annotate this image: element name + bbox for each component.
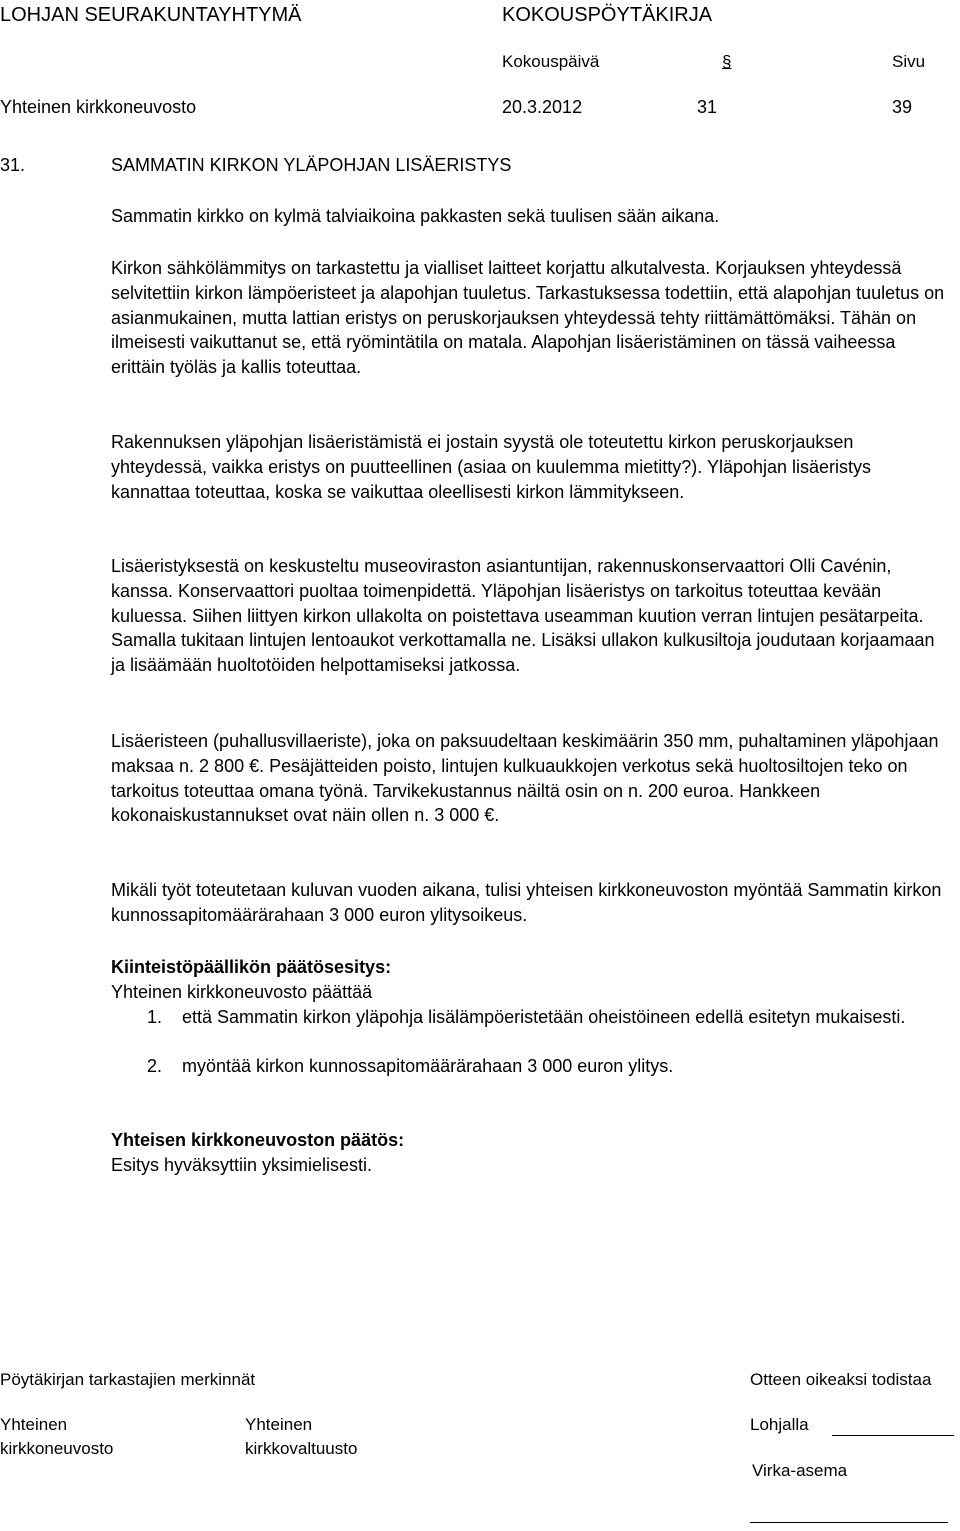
section-marker: § [722,52,732,71]
place-signature-line [832,1435,954,1436]
proposal-heading: Kiinteistöpäällikön päätösesitys: [111,957,392,977]
meeting-date: 20.3.2012 [502,97,583,117]
paragraph-2: Kirkon sähkölämmitys on tarkastettu ja vialliset laitteet korjattu alkutalvesta. Korjauksen yhteydessä selvitettiin kirkon lämpöeristeet ja alapohjan tuuletus. Tarkastuksessa todettiin, että alapohjan tuuletus on asianmukainen, mutta lattian eristys on peruskorjauksen yhteydessä tehty riittämättömäksi. Tähän on ilmeisesti vaikuttanut se, että ryömintätila on matala. Alapohjan lisäeristäminen on tässä vaiheessa erittäin työläs ja kallis toteuttaa. [111,258,945,378]
section-title: SAMMATIN KIRKON YLÄPOHJAN LISÄERISTYS [111,155,512,175]
position-label: Virka-asema [752,1461,848,1480]
signature-col1-line1: Yhteinen [0,1415,68,1434]
place-label: Lohjalla [750,1415,809,1434]
certified-label: Otteen oikeaksi todistaa [750,1370,932,1389]
paragraph-6: Mikäli työt toteutetaan kuluvan vuoden aikana, tulisi yhteisen kirkkoneuvoston myöntää Sammatin kirkon kunnossapitomäärärahaan 3 000 euron ylitysoikeus. [111,880,942,925]
reviewers-label: Pöytäkirjan tarkastajien merkinnät [0,1370,256,1389]
proposal-item-2-number: 2. [147,1056,163,1076]
signature-col2-line1: Yhteinen [245,1415,313,1434]
paragraph-3: Rakennuksen yläpohjan lisäeristämistä ei jostain syystä ole toteutettu kirkon peruskorjauksen yhteydessä, vaikka eristys on puutteellinen (asiaa on kuulemma mietitty?). Yläpohjan lisäeristys kannattaa toteuttaa, koska se vaikuttaa oleellisesti kirkon lämmitykseen. [111,432,872,502]
page-label: Sivu [892,52,926,71]
signature-line [750,1522,948,1523]
paragraph-4: Lisäeristyksestä on keskusteltu museoviraston asiantuntijan, rakennuskonservaattori Olli Cavénin, kanssa. Konservaattori puoltaa toimenpidettä. Yläpohjan lisäeristys on tarkoitus toteuttaa kevään kuluessa. Siihen liittyen kirkon ullakolta on poistettava useamman kuution verran lintujen pesätarpeita. Samalla tukitaan lintujen lentoaukot verkottamalla ne. Lisäksi ullakon kulkusiltoja joudutaan korjaamaan ja lisäämään huoltotöiden helpottamiseksi jatkossa. [111,556,935,676]
proposal-item-2-text: myöntää kirkon kunnossapitomäärärahaan 3 000 euron ylitys. [182,1056,674,1076]
decision-heading: Yhteisen kirkkoneuvoston päätös: [111,1130,405,1150]
decision-text: Esitys hyväksyttiin yksimielisesti. [111,1155,373,1175]
body-name: Yhteinen kirkkoneuvosto [0,97,197,117]
signature-col1-line2: kirkkoneuvosto [0,1439,114,1458]
signature-col2-line2: kirkkovaltuusto [245,1439,358,1458]
document-type: KOKOUSPÖYTÄKIRJA [502,4,713,26]
proposal-item-1-text: että Sammatin kirkon yläpohja lisälämpöeristetään oheistöineen edellä esitetyn mukaisesti. [182,1007,906,1027]
meeting-date-label: Kokouspäivä [502,52,600,71]
organization-name: LOHJAN SEURAKUNTAYHTYMÄ [0,4,302,26]
page-number: 39 [892,97,913,117]
proposal-item-1-number: 1. [147,1007,163,1027]
proposal-intro: Yhteinen kirkkoneuvosto päättää [111,982,373,1002]
paragraph-5: Lisäeristeen (puhallusvillaeriste), joka on paksuudeltaan keskimäärin 350 mm, puhaltaminen yläpohjaan maksaa n. 2 800 €. Pesäjätteiden poisto, lintujen kulkuaukkojen verkotus sekä huoltosiltojen teko on tarkoitus toteuttaa omana työnä. Tarvikekustannus näiltä osin on n. 200 euroa. Hankkeen kokonaiskustannukset ovat näin ollen n. 3 000 €. [111,731,939,826]
paragraph-1: Sammatin kirkko on kylmä talviaikoina pakkasten sekä tuulisen sään aikana. [111,206,720,226]
section-index: 31. [0,155,26,175]
section-number: 31 [697,97,718,117]
